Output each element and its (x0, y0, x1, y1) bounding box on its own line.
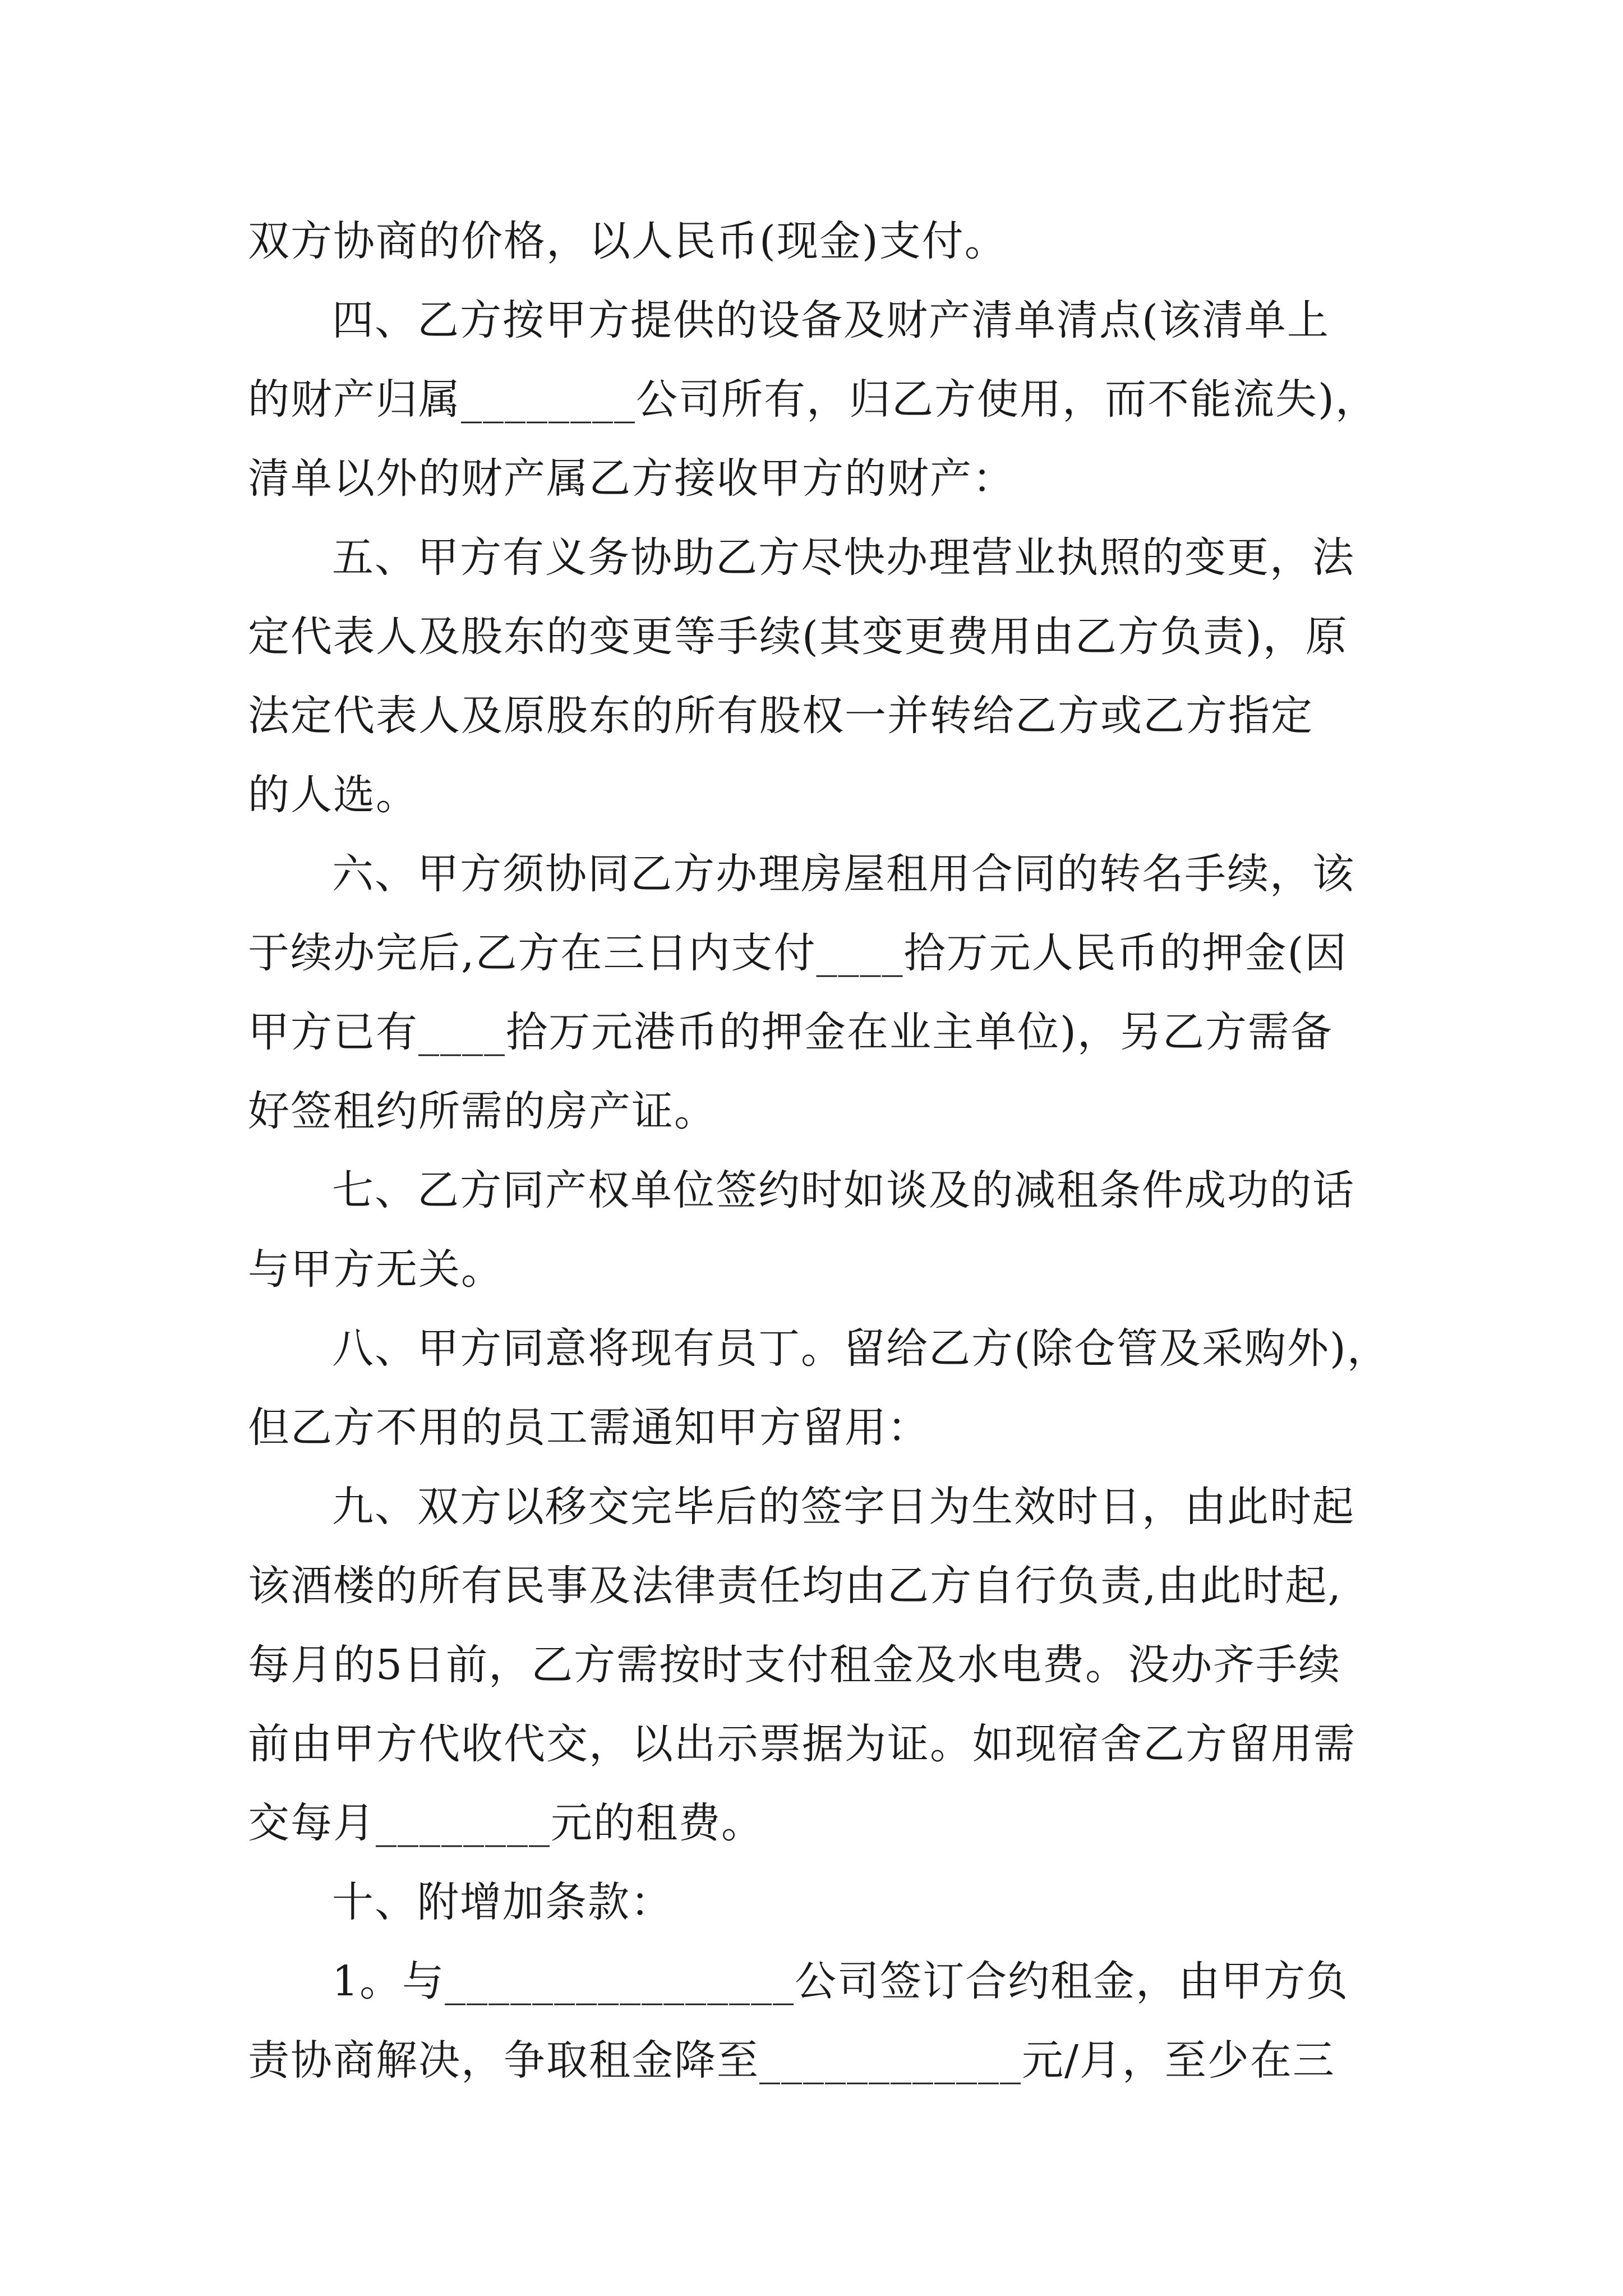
text-line: 双方协商的价格，以人民币(现金)支付。 (248, 217, 1007, 265)
text-line: 甲方已有____拾万元港币的押金在业主单位)，另乙方需备 (248, 1008, 1333, 1056)
text-line: 十、附增加条款： (332, 1878, 673, 1926)
text-line: 责协商解决，争取租金降至____________元/月，至少在三 (248, 2036, 1335, 2085)
text-line: 四、乙方按甲方提供的设备及财产清单清点(该清单上 (332, 296, 1330, 344)
text-line: 于续办完后,乙方在三日内支付____拾万元人民币的押金(因 (248, 929, 1348, 977)
text-line: 八、甲方同意将现有员丁。留给乙方(除仓管及采购外)， (332, 1324, 1390, 1373)
text-line: 七、乙方同产权单位签约时如谈及的减租条件成功的话 (332, 1166, 1355, 1214)
text-line: 法定代表人及原股东的所有股权一并转给乙方或乙方指定 (248, 692, 1313, 740)
text-line: 的人选。 (248, 771, 418, 819)
text-line: 前由甲方代收代交，以出示票据为证。如现宿舍乙方留用需 (248, 1720, 1356, 1768)
text-line: 五、甲方有义务协助乙方尽快办理营业执照的变更，法 (332, 533, 1355, 582)
text-line: 定代表人及股东的变更等手续(其变更费用由乙方负责)，原 (248, 613, 1348, 661)
text-line: 1。与________________公司签订合约租金，由甲方负 (332, 1957, 1349, 2005)
text-line: 与甲方无关。 (248, 1245, 504, 1294)
text-line: 的财产归属________公司所有，归乙方使用，而不能流失)， (248, 375, 1378, 424)
text-line: 九、双方以移交完毕后的签字日为生效时日，由此时起 (332, 1483, 1355, 1531)
text-line: 六、甲方须协同乙方办理房屋租用合同的转名手续，该 (332, 850, 1355, 898)
text-line: 每月的5日前，乙方需按时支付租金及水电费。没办齐手续 (248, 1641, 1341, 1689)
text-line: 好签租约所需的房产证。 (248, 1087, 717, 1135)
text-line: 该酒楼的所有民事及法律责任均由乙方自行负责,由此时起, (248, 1562, 1343, 1610)
text-line: 但乙方不用的员工需通知甲方留用： (248, 1404, 930, 1452)
text-line: 清单以外的财产属乙方接收甲方的财产： (248, 454, 1015, 503)
text-line: 交每月________元的租费。 (248, 1799, 764, 1847)
